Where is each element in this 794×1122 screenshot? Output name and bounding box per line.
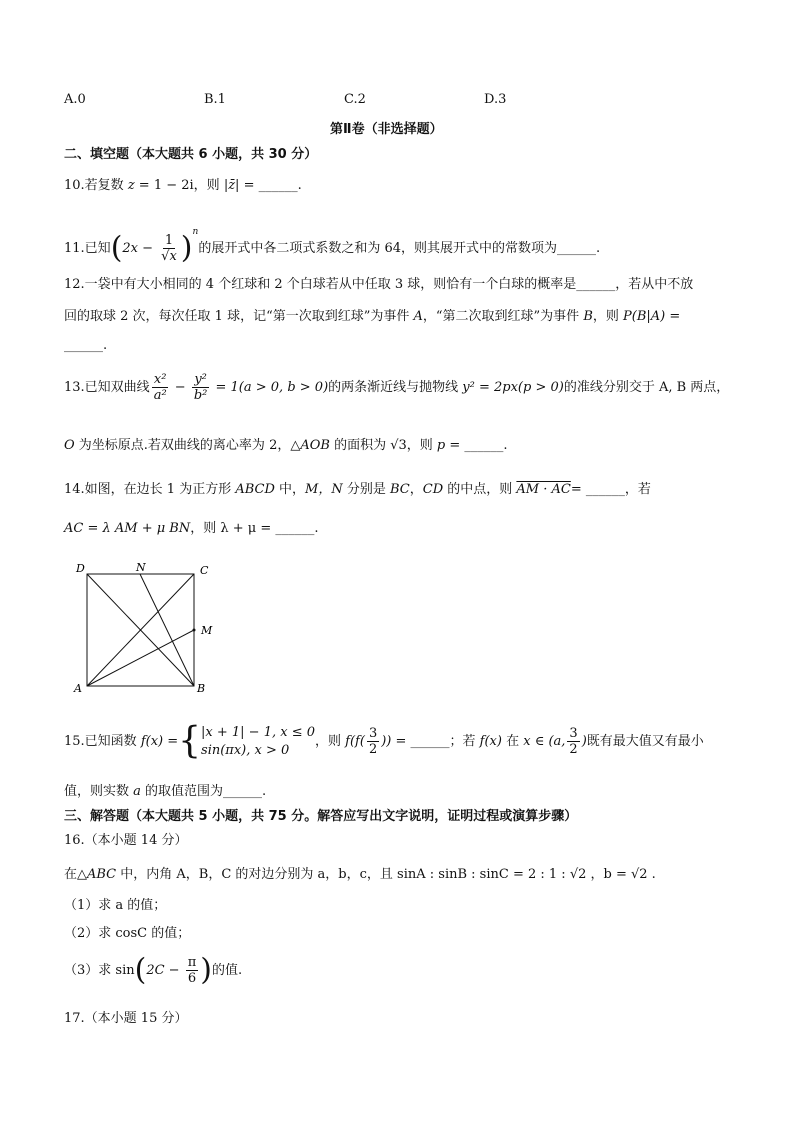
section3-heading: 三、解答题（本大题共 5 小题，共 75 分。解答应写出文字说明，证明过程或演算步骤）: [64, 809, 578, 824]
question-16-stem: 在△ABC 中，内角 A，B，C 的对边分别为 a，b，c，且 sinA : sinB : sinC = 2 : 1 : √2 ，b = √2 .: [64, 867, 656, 882]
option-d: D.3: [484, 92, 507, 107]
label-m: M: [201, 624, 213, 637]
label-c: C: [200, 564, 209, 577]
label-b: B: [197, 682, 206, 695]
question-15-line1: 15.已知函数 f(x) ={ |x + 1| − 1, x ≤ 0 sin(πx), x > 0 ，则 f(f( $\frac{3}{2}$ )) = ______；若 f(x) 在 x ∈ (a, $\frac{3}{2}$ )既有最大值又有最小: [64, 720, 704, 762]
segment-am: [87, 630, 194, 686]
question-16-part1: （1）求 a 的值；: [64, 898, 167, 913]
question-12-line3: ______.: [64, 338, 108, 353]
question-16-part3: （3）求 sin(2C − $\frac{\pi}{6}$ )的值.: [64, 952, 243, 988]
segment-bn: [140, 574, 194, 686]
question-10: 10.若复数 z = 1 − 2i，则 |z̄| = ______.: [64, 178, 302, 193]
option-b: B.1: [204, 92, 226, 107]
section2-heading: 二、填空题（本大题共 6 小题，共 30 分）: [64, 147, 318, 162]
part2-title: 第Ⅱ卷（非选择题）: [330, 122, 443, 137]
question-12-line2: 回的取球 2 次，每次任取 1 球，记“第一次取到红球”为事件 A，“第二次取到红球”为事件 B，则 P(B|A) =: [64, 309, 681, 324]
question-16-part2: （2）求 cosC 的值；: [64, 926, 191, 941]
option-c: C.2: [344, 92, 366, 107]
option-a: A.0: [64, 92, 86, 107]
question-17-title: 17.（本小题 15 分）: [64, 1011, 188, 1026]
label-d: D: [76, 562, 85, 575]
question-13-line2: O 为坐标原点.若双曲线的离心率为 2，△AOB 的面积为 √3，则 p = ______.: [64, 438, 508, 453]
square-figure: [70, 560, 220, 700]
question-13-line1: 13.已知双曲线 $\frac{\text{x²}}{\text{a²}}$ − $\frac{\text{y²}}{\text{b²}}$ = 1(a > 0, b > 0)的两条渐近线与抛物线 y² = 2px(p > 0)的准线分别交于 A, B 两点，: [64, 372, 730, 403]
question-14-line2: AC = λ AM + μ BN，则 λ + μ = ______.: [64, 521, 319, 536]
question-16-title: 16.（本小题 14 分）: [64, 833, 188, 848]
question-12-line1: 12.一袋中有大小相同的 4 个红球和 2 个白球若从中任取 3 球，则恰有一个白球的概率是______，若从中不放: [64, 277, 694, 292]
label-n: N: [136, 561, 146, 574]
question-11: 11.已知(2x − $\frac{1}{√x}$ )$^n$的展开式中各二项式系数之和为 64，则其展开式中的常数项为______.: [64, 227, 601, 266]
label-a: A: [74, 682, 82, 695]
question-14-line1: 14.如图，在边长 1 为正方形 ABCD 中，M，N 分别是 BC，CD 的中点，则 AM · AC= ______，若: [64, 482, 651, 497]
question-15-line2: 值，则实数 a 的取值范围为______.: [64, 784, 267, 799]
